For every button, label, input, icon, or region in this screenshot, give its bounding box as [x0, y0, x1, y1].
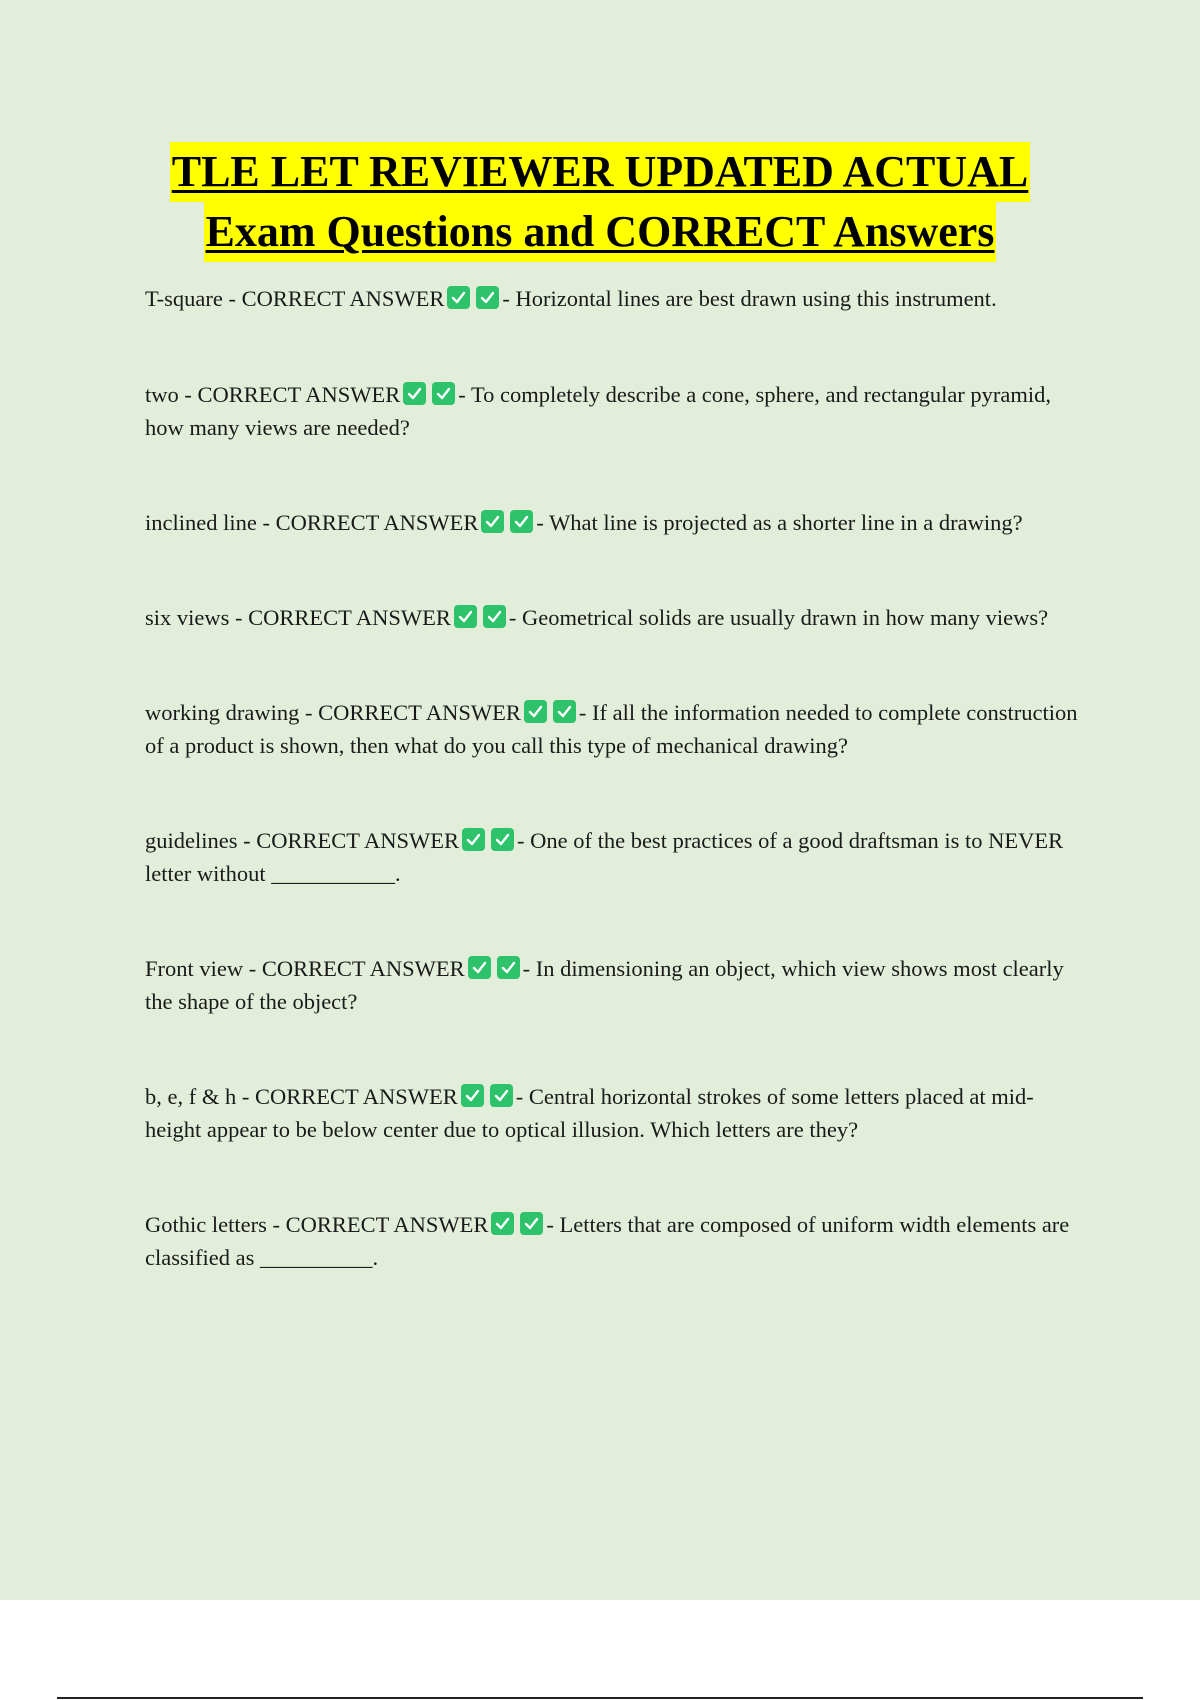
check-mark-icon — [497, 956, 520, 979]
document-title — [0, 142, 1200, 262]
question-text: Letters that are composed of uniform width elements are classified as __________. — [145, 1212, 1070, 1270]
check-mark-icon — [476, 286, 499, 309]
check-mark-icon — [447, 286, 470, 309]
answer-text: guidelines — [145, 828, 238, 853]
question-text: Geometrical solids are usually drawn in how many views? — [522, 605, 1049, 630]
qa-item: guidelines - CORRECT ANSWER - One of the best practices of a good draftsman is to NEVER letter without ___________. — [145, 828, 1064, 886]
qa-item: Front view - CORRECT ANSWER - In dimensioning an object, which view shows most clearly the shape of the object? — [145, 956, 1064, 1014]
question-text: What line is projected as a shorter line in a drawing? — [549, 510, 1023, 535]
correct-label: CORRECT ANSWER — [285, 1212, 489, 1237]
title-line-1: TLE LET REVIEWER UPDATED ACTUAL — [170, 142, 1031, 202]
correct-label: CORRECT ANSWER — [318, 700, 521, 725]
correct-label: CORRECT ANSWER — [197, 382, 401, 407]
qa-list — [145, 282, 1080, 1274]
question-text: In dimensioning an object, which view shows most clearly the shape of the object? — [145, 956, 1064, 1014]
question-text: One of the best practices of a good draftsman is to NEVER letter without ___________. — [145, 828, 1064, 886]
qa-item: Gothic letters - CORRECT ANSWER - Letters that are composed of uniform width elements are classified as __________. — [145, 1212, 1070, 1270]
check-mark-icon — [481, 510, 504, 533]
correct-label: CORRECT ANSWER — [256, 828, 459, 853]
check-mark-icon — [491, 1212, 514, 1235]
qa-item: six views - CORRECT ANSWER - Geometrical solids are usually drawn in how many views? — [145, 605, 1049, 630]
check-mark-icon — [490, 1084, 513, 1107]
answer-text: Front view — [145, 956, 244, 981]
check-mark-icon — [462, 828, 485, 851]
check-mark-icon — [432, 382, 455, 405]
check-mark-icon — [403, 382, 426, 405]
check-mark-icon — [483, 605, 506, 628]
qa-item: two - CORRECT ANSWER - To completely describe a cone, sphere, and rectangular pyramid, how many views are needed? — [145, 382, 1052, 440]
footer-divider — [57, 1697, 1143, 1699]
correct-label: CORRECT ANSWER — [261, 956, 465, 981]
qa-item: working drawing - CORRECT ANSWER - If all the information needed to complete construction of a product is shown, then what do you call this type of mechanical drawing? — [145, 700, 1078, 758]
correct-label: CORRECT ANSWER — [248, 605, 451, 630]
question-text: To completely describe a cone, sphere, and rectangular pyramid, how many views are needed? — [145, 382, 1052, 440]
check-mark-icon — [468, 956, 491, 979]
title-line-2: Exam Questions and CORRECT Answers — [204, 202, 997, 262]
question-text: Central horizontal strokes of some letters placed at mid-height appear to be below center due to optical illusion. Which letters are they? — [145, 1084, 1034, 1142]
correct-label: CORRECT ANSWER — [241, 286, 445, 311]
check-mark-icon — [461, 1084, 484, 1107]
qa-item: T-square - CORRECT ANSWER - Horizontal lines are best drawn using this instrument. — [145, 286, 997, 311]
answer-text: Gothic letters — [145, 1212, 267, 1237]
check-mark-icon — [454, 605, 477, 628]
check-mark-icon — [524, 700, 547, 723]
check-mark-icon — [491, 828, 514, 851]
correct-label: CORRECT ANSWER — [254, 1084, 458, 1109]
check-mark-icon — [520, 1212, 543, 1235]
qa-item: b, e, f & h - CORRECT ANSWER - Central horizontal strokes of some letters placed at mid-height appear to be below center due to optical illusion. Which letters are they? — [145, 1084, 1034, 1142]
answer-text: T-square — [145, 286, 223, 311]
answer-text: two — [145, 382, 179, 407]
answer-text: inclined line — [145, 510, 257, 535]
answer-text: b, e, f & h — [145, 1084, 237, 1109]
correct-label: CORRECT ANSWER — [275, 510, 479, 535]
qa-item: inclined line - CORRECT ANSWER - What line is projected as a shorter line in a drawing? — [145, 510, 1023, 535]
answer-text: six views — [145, 605, 230, 630]
question-text: Horizontal lines are best drawn using this instrument. — [515, 286, 997, 311]
question-text: If all the information needed to complete construction of a product is shown, then what do you call this type of mechanical drawing? — [145, 700, 1078, 758]
answer-text: working drawing — [145, 700, 300, 725]
check-mark-icon — [553, 700, 576, 723]
check-mark-icon — [510, 510, 533, 533]
